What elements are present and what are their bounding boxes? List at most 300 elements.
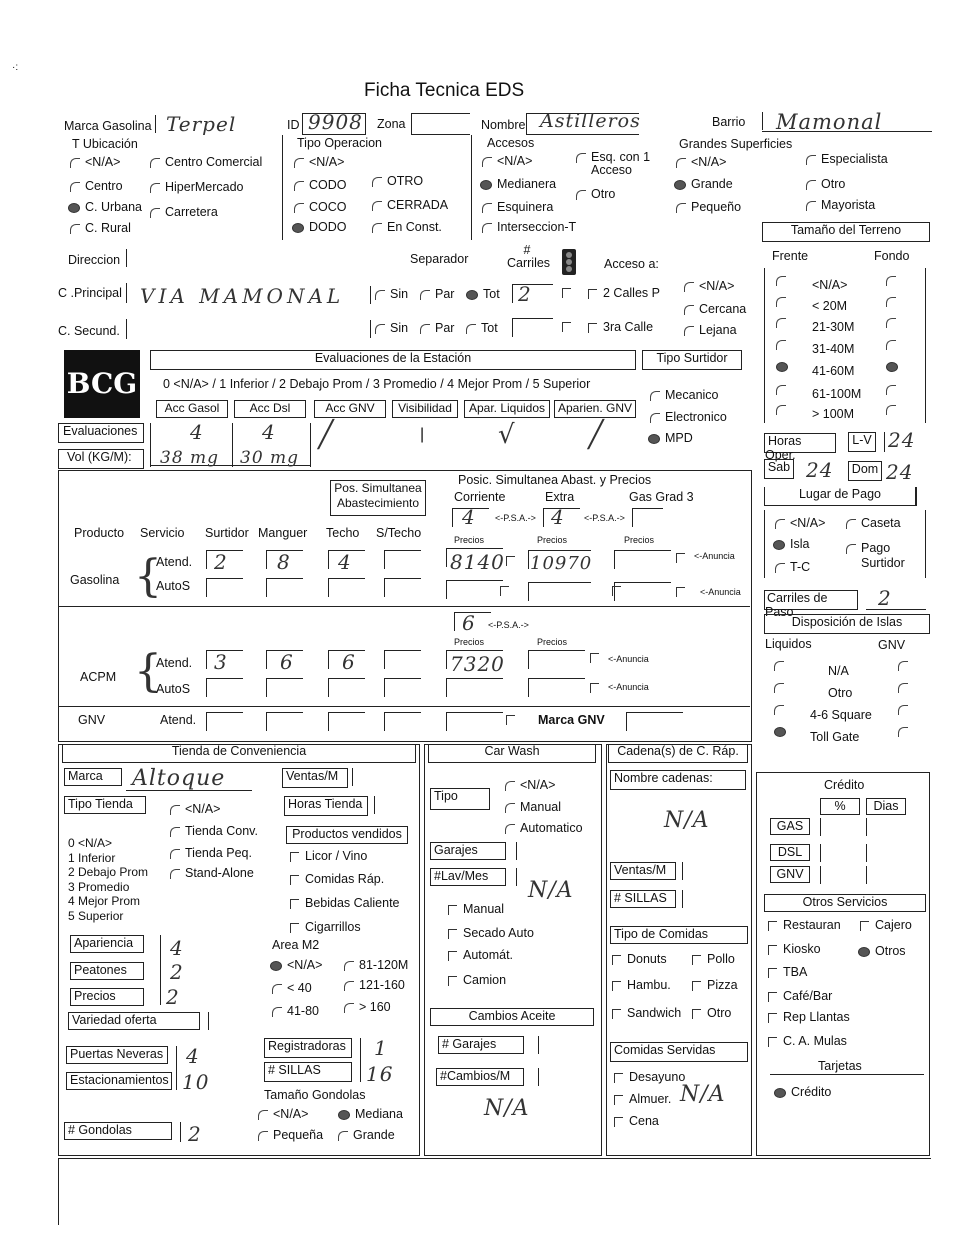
sep-par-1[interactable]: Par <box>420 287 454 301</box>
op-otro[interactable]: OTRO <box>372 174 423 188</box>
acpm-box-9[interactable] <box>446 650 503 669</box>
gas-box-2[interactable] <box>328 550 365 569</box>
gas-box-5[interactable] <box>266 578 303 597</box>
sep-sin-1[interactable]: Sin <box>375 287 408 301</box>
acc-esq-1acceso[interactable]: Esq. con 1 Acceso <box>576 151 651 177</box>
tienda-scale-4: 4 Mejor Prom <box>68 894 141 908</box>
cw-secado[interactable]: Secado Auto <box>448 926 534 940</box>
islas-gnv-radio-2[interactable] <box>898 702 913 716</box>
tienda-sillas-label: # SILLAS <box>264 1062 352 1082</box>
anuncia-check-0[interactable] <box>506 553 521 567</box>
area-81-120[interactable]: 81-120M <box>344 958 408 972</box>
comidas-servidas-label: Comidas Servidas <box>610 1042 748 1062</box>
bcg-logo: BCG <box>64 350 140 418</box>
terreno-option-1: < 20M <box>812 299 848 313</box>
islas-option-2: 4-6 Square <box>810 708 872 722</box>
traffic-light-icon <box>558 248 580 281</box>
precios-value[interactable]: 2 <box>166 985 180 1009</box>
acpm-label: ACPM <box>80 670 117 684</box>
tipo-comidas-label: Tipo de Comidas <box>610 926 748 944</box>
gs-pequeno[interactable]: Pequeño <box>676 200 741 214</box>
tipo-tienda-peq[interactable]: Tienda Peq. <box>170 846 252 860</box>
gnv-box-1[interactable] <box>266 712 303 731</box>
islas-option-1: Otro <box>828 686 853 700</box>
tienda-marca-label: Marca <box>64 768 122 786</box>
corriente-label: Corriente <box>454 490 506 504</box>
id-value: 9908 <box>308 110 363 134</box>
acc-a-cercana[interactable]: Cercana <box>684 302 746 316</box>
acc-2calles[interactable]: 2 Calles P <box>588 286 660 300</box>
credito-title: Crédito <box>824 778 865 792</box>
dom-label: Dom <box>848 461 882 481</box>
mark-visibilidad: | <box>420 426 425 443</box>
comida-hambu[interactable]: Hambu. <box>612 978 671 992</box>
carwash-tipo-label: Tipo <box>430 788 490 810</box>
horas-label: Horas Oper. <box>764 433 836 453</box>
registradoras-value[interactable]: 1 <box>374 1036 388 1060</box>
terreno-frente-radio-6[interactable] <box>776 402 791 416</box>
prod-header-3: Manguer <box>258 526 308 540</box>
psa-1: <-P.S.A.-> <box>495 513 536 523</box>
islas-liq-radio-0[interactable] <box>774 658 789 672</box>
islas-liquidos: Liquidos <box>765 637 812 651</box>
anuncia-check-2[interactable] <box>590 650 605 664</box>
tipo-tienda-na[interactable]: <N/A> <box>170 802 220 816</box>
gs-na[interactable]: <N/A> <box>676 155 726 169</box>
islas-gnv: GNV <box>878 638 906 652</box>
puertas-value[interactable]: 4 <box>186 1044 200 1068</box>
acpm-box-6[interactable] <box>328 678 365 697</box>
evaluaciones-scale: 0 <N/A> / 1 Inferior / 2 Debajo Prom / 3 Promedio / 4 Mejor Prom / 5 Superior <box>163 377 591 391</box>
tarjeta-credito[interactable]: Crédito <box>774 1085 831 1099</box>
surt-mecanico[interactable]: Mecanico <box>650 388 719 402</box>
anuncia-check-5[interactable] <box>676 584 691 598</box>
prod-header-5: S/Techo <box>376 526 422 540</box>
id-label: ID <box>287 118 300 132</box>
anuncia-check-1[interactable] <box>500 583 515 597</box>
op-na[interactable]: <N/A> <box>294 155 344 169</box>
puertas-label: Puertas Neveras <box>66 1046 168 1064</box>
check-secund-1[interactable] <box>562 319 577 333</box>
gas-box-9[interactable] <box>543 508 580 527</box>
terreno-fondo-radio-1[interactable] <box>886 294 901 308</box>
pos-sim-label: Pos. Simultanea Abastecimiento <box>330 480 426 516</box>
terreno-fondo-radio-2[interactable] <box>886 315 901 329</box>
terreno-option-2: 21-30M <box>812 320 855 334</box>
slash-acc-gnv: ╱ <box>318 420 334 450</box>
cw-tipo-manual[interactable]: Manual <box>505 800 561 814</box>
zona-field[interactable] <box>411 113 470 135</box>
anuncia-1: <-Anuncia <box>694 551 735 561</box>
anuncia-check-3[interactable] <box>590 680 605 694</box>
otros-kiosko[interactable]: Kiosko <box>768 942 821 956</box>
acc-a-lejana[interactable]: Lejana <box>684 323 737 337</box>
ubic-hipermercado[interactable]: HiperMercado <box>150 180 244 194</box>
evaluaciones-title: Evaluaciones de la Estación <box>150 350 636 370</box>
estac-label: Estacionamientos <box>66 1072 172 1090</box>
area-na[interactable]: <N/A> <box>270 958 322 972</box>
gas-surtidor[interactable]: 2 <box>214 550 228 574</box>
ubic-na[interactable]: <N/A> <box>70 155 120 169</box>
islas-gnv-radio-3[interactable] <box>898 724 913 738</box>
anuncia-acpm-2: <-Anuncia <box>608 682 649 692</box>
terreno-fondo-radio-3[interactable] <box>886 337 901 351</box>
lugar-pago-title: Lugar de Pago <box>764 487 917 506</box>
gas-box-0[interactable] <box>206 550 243 569</box>
anuncia-check-4[interactable] <box>676 550 691 564</box>
acc-3ra-calle[interactable]: 3ra Calle <box>588 320 653 334</box>
sep-sin-2[interactable]: Sin <box>375 321 408 335</box>
ubic-centro-comercial[interactable]: Centro Comercial <box>150 155 262 169</box>
sep-tot-2[interactable]: Tot <box>466 321 498 335</box>
surt-mpd[interactable]: MPD <box>648 431 693 445</box>
acpm-box-1[interactable] <box>266 650 303 669</box>
prod-bebidas[interactable]: Bebidas Caliente <box>290 896 400 910</box>
eval-col-5: Aparien. GNV <box>554 400 636 418</box>
gas-precio-extra[interactable]: 10970 <box>530 553 593 574</box>
tipo-operacion-label: Tipo Operacion <box>297 136 382 150</box>
islas-gnv-radio-0[interactable] <box>898 658 913 672</box>
otros-rep-llantas[interactable]: Rep Llantas <box>768 1010 850 1024</box>
gnv-atend: Atend. <box>160 713 197 727</box>
islas-title: Disposición de Islas <box>764 614 930 634</box>
gas-box-3[interactable] <box>384 550 421 569</box>
prod-licor[interactable]: Licor / Vino <box>290 849 367 863</box>
acpm-box-0[interactable] <box>206 650 243 669</box>
area-41-80[interactable]: 41-80 <box>272 1004 319 1018</box>
cw-tipo-na[interactable]: <N/A> <box>505 778 555 792</box>
tipo-surtidor-title: Tipo Surtidor <box>642 350 742 370</box>
acpm-box-12[interactable] <box>528 678 585 697</box>
cambios-aceite-title: Cambios Aceite <box>430 1008 594 1026</box>
credito-row-0: GAS <box>770 818 810 835</box>
terreno-frente: Frente <box>772 249 809 263</box>
cw-lavmes-label: #Lav/Mes <box>430 868 506 886</box>
pago-caseta[interactable]: Caseta <box>846 516 901 530</box>
pago-tc[interactable]: T-C <box>775 560 810 574</box>
accesos-label: Accesos <box>487 136 535 150</box>
peatones-label: Peatones <box>70 962 144 980</box>
area-121-160[interactable]: 121-160 <box>344 978 405 992</box>
acceso-a-label: Acceso a: <box>604 257 659 271</box>
cw-automat[interactable]: Automát. <box>448 948 513 962</box>
area-lt40[interactable]: < 40 <box>272 981 312 995</box>
lv-label: L-V <box>848 432 876 452</box>
gasolina-atend: Atend. <box>156 555 193 569</box>
eval-acc-dsl[interactable]: 4 <box>262 420 276 444</box>
acpm-box-8[interactable] <box>454 612 491 631</box>
gas-pos-corriente[interactable]: 4 <box>462 505 476 529</box>
eval-col-3: Visibilidad <box>392 400 458 418</box>
tienda-scale-3: 3 Promedio <box>68 879 130 894</box>
eval-col-2: Acc GNV <box>314 400 386 418</box>
tienda-scale-5: 5 Superior <box>68 908 124 923</box>
cadenas-sillas-label: # SILLAS <box>610 890 676 908</box>
carriles-label: # Carriles <box>507 243 551 270</box>
op-codo[interactable]: CODO <box>294 178 347 192</box>
acpm-manguer[interactable]: 6 <box>280 650 294 674</box>
serv-desayuno[interactable]: Desayuno <box>614 1070 685 1084</box>
gnv-box-3[interactable] <box>384 712 421 731</box>
terreno-title: Tamaño del Terreno <box>762 222 930 242</box>
sep-tot-1[interactable]: Tot <box>466 287 500 301</box>
acpm-box-7[interactable] <box>384 678 421 697</box>
pago-na[interactable]: <N/A> <box>775 516 825 530</box>
gondolas-label: Tamaño Gondolas <box>264 1088 366 1102</box>
eval-col-4: Apar. Liquidos <box>464 400 550 418</box>
islas-gnv-radio-1[interactable] <box>898 680 913 694</box>
terreno-option-5: 61-100M <box>812 387 862 401</box>
apariencia-value[interactable]: 4 <box>170 936 184 960</box>
gas-box-8[interactable] <box>452 508 489 527</box>
check-apar-liquidos: √ <box>498 420 515 450</box>
estac-value[interactable]: 10 <box>182 1070 210 1094</box>
gnv-label: GNV <box>78 713 106 727</box>
terreno-frente-radio-5[interactable] <box>776 382 791 396</box>
credito-row-1: DSL <box>770 844 810 861</box>
tienda-scale-2: 2 Debajo Prom <box>68 865 149 879</box>
ubic-c-urbana[interactable]: C. Urbana <box>68 200 142 214</box>
c-secund-label: C. Secund. <box>58 324 120 338</box>
gondola-na[interactable]: <N/A> <box>258 1107 308 1121</box>
gas-box-15[interactable] <box>528 582 591 601</box>
gas-box-14[interactable] <box>446 580 503 599</box>
ubic-centro[interactable]: Centro <box>70 179 123 193</box>
otros-cafe[interactable]: Café/Bar <box>768 989 832 1003</box>
credito-dias: Dias <box>866 798 906 815</box>
separador-label: Separador <box>410 252 469 266</box>
acc-esquinera[interactable]: Esquinera <box>482 200 553 214</box>
tienda-scale <box>68 836 148 923</box>
precios-1: Precios <box>454 535 485 545</box>
barrio-label: Barrio <box>712 115 746 129</box>
acpm-box-2[interactable] <box>328 650 365 669</box>
sab-value[interactable]: 24 <box>806 458 834 482</box>
otros-cajero[interactable]: Cajero <box>860 918 912 932</box>
gas-box-10[interactable] <box>632 508 663 527</box>
eval-acc-gasol[interactable]: 4 <box>190 420 204 444</box>
acpm-box-4[interactable] <box>206 678 243 697</box>
gondola-grande[interactable]: Grande <box>338 1128 395 1142</box>
dom-value[interactable]: 24 <box>886 460 914 484</box>
cw-na-mark: N/A <box>528 878 574 903</box>
otros-tba[interactable]: TBA <box>768 965 807 979</box>
gs-otro[interactable]: Otro <box>806 177 845 191</box>
terreno-fondo-radio-4[interactable] <box>886 359 903 373</box>
acpm-box-3[interactable] <box>384 650 421 669</box>
acpm-precio[interactable]: 7320 <box>450 652 505 676</box>
prod-cigarrillos[interactable]: Cigarrillos <box>290 920 361 934</box>
cambios-garajes-label: # Garajes <box>438 1036 524 1054</box>
notes-box[interactable] <box>58 1158 931 1225</box>
serv-almuer[interactable]: Almuer. <box>614 1092 671 1106</box>
acc-na[interactable]: <N/A> <box>482 154 532 168</box>
ngondolas-value[interactable]: 2 <box>188 1122 202 1146</box>
nombre-value: Astilleros <box>540 110 641 132</box>
ubic-carretera[interactable]: Carretera <box>150 205 218 219</box>
islas-option-3: Toll Gate <box>810 730 860 744</box>
terreno-frente-radio-0[interactable] <box>776 273 791 287</box>
gondola-pequena[interactable]: Pequeña <box>258 1128 323 1142</box>
gasolina-label: Gasolina <box>70 573 120 587</box>
op-cerrada[interactable]: CERRADA <box>372 198 448 212</box>
terreno-frente-radio-2[interactable] <box>776 315 791 329</box>
sep-par-2[interactable]: Par <box>420 321 454 335</box>
gnv-box-5[interactable] <box>626 712 683 731</box>
eval-col-1: Acc Dsl <box>234 400 306 418</box>
cambios-na-mark: N/A <box>484 1096 530 1121</box>
gas-pos-extra[interactable]: 4 <box>551 505 565 529</box>
terreno-fondo-radio-6[interactable] <box>886 402 901 416</box>
gas-box-1[interactable] <box>266 550 303 569</box>
gasolina-autos: AutoS <box>156 579 191 593</box>
pago-surtidor[interactable]: Pago Surtidor <box>846 541 907 571</box>
grandes-sup-label: Grandes Superficies <box>679 137 793 151</box>
extra-label: Extra <box>545 490 575 504</box>
servidas-na-mark: N/A <box>680 1082 726 1107</box>
gs-especialista[interactable]: Especialista <box>806 152 888 166</box>
precios-acpm-1: Precios <box>454 637 485 647</box>
cadenas-na-mark: N/A <box>664 808 710 833</box>
islas-option-0: N/A <box>828 664 849 678</box>
comida-sandwich[interactable]: Sandwich <box>612 1006 681 1020</box>
vol-dsl[interactable]: 30 mg <box>240 448 300 468</box>
nombre-label: Nombre <box>481 118 526 132</box>
terreno-fondo-radio-0[interactable] <box>886 273 901 287</box>
ubic-c-rural[interactable]: C. Rural <box>70 221 131 235</box>
horas-tienda-label: Horas Tienda <box>284 796 368 816</box>
acpm-surtidor[interactable]: 3 <box>214 650 228 674</box>
ubicacion-label: T Ubicación <box>72 137 138 151</box>
tienda-ventas-label: Ventas/M <box>282 768 348 788</box>
peatones-value[interactable]: 2 <box>170 960 184 984</box>
comida-donuts[interactable]: Donuts <box>612 952 667 966</box>
tipo-tienda-conv[interactable]: Tienda Conv. <box>170 824 258 838</box>
ngondolas-label: # Gondolas <box>64 1122 172 1140</box>
acpm-box-10[interactable] <box>528 650 585 669</box>
evaluaciones-row-label: Evaluaciones <box>58 423 144 443</box>
tipo-tienda-stand[interactable]: Stand-Alone <box>170 866 254 880</box>
acc-a-na[interactable]: <N/A> <box>684 279 734 293</box>
carwash-title: Car Wash <box>428 744 596 763</box>
acc-interseccion[interactable]: Interseccion-T <box>482 220 576 234</box>
acpm-box-5[interactable] <box>266 678 303 697</box>
marca-label: Marca Gasolina <box>64 119 152 133</box>
gondola-mediana[interactable]: Mediana <box>338 1107 403 1121</box>
prod-comidas[interactable]: Comidas Ráp. <box>290 872 384 886</box>
islas-liq-radio-1[interactable] <box>774 680 789 694</box>
barrio-value[interactable]: Mamonal <box>776 110 883 134</box>
gas-box-4[interactable] <box>206 578 243 597</box>
tienda-marca-value[interactable]: Altoque <box>132 766 226 791</box>
terreno-frente-radio-3[interactable] <box>776 337 791 351</box>
gnv-box-0[interactable] <box>206 712 243 731</box>
terreno-frente-radio-1[interactable] <box>776 294 791 308</box>
islas-liq-radio-3[interactable] <box>774 724 791 738</box>
gas-techo[interactable]: 4 <box>338 550 352 574</box>
acpm-box-11[interactable] <box>446 678 503 697</box>
precios-label: Precios <box>70 988 144 1006</box>
gas-box-7[interactable] <box>384 578 421 597</box>
tienda-title: Tienda de Conveniencia <box>62 744 416 763</box>
otros-restauran[interactable]: Restauran <box>768 918 841 932</box>
gas-manguer[interactable]: 8 <box>277 550 291 574</box>
cw-manual[interactable]: Manual <box>448 902 504 916</box>
precios-3: Precios <box>624 535 655 545</box>
marca-value[interactable]: Terpel <box>166 112 237 136</box>
zona-label: Zona <box>377 117 406 131</box>
acpm-atend: Atend. <box>156 656 193 670</box>
comida-pizza[interactable]: Pizza <box>692 978 738 992</box>
otros-ca-mulas[interactable]: C. A. Mulas <box>768 1034 847 1048</box>
tarjetas-title <box>770 1074 924 1075</box>
sab-label: Sab <box>764 459 794 479</box>
gnv-check[interactable] <box>506 712 521 726</box>
gas-box-13[interactable] <box>614 550 671 569</box>
terreno-option-4: 41-60M <box>812 364 855 378</box>
nombre-cadenas-label: Nombre cadenas: <box>610 770 746 790</box>
c-principal-value[interactable]: VIA MAMONAL <box>140 284 345 308</box>
cw-camion[interactable]: Camion <box>448 973 506 987</box>
slash-aparien-gnv: ╱ <box>588 420 604 450</box>
prod-header-2: Surtidor <box>205 526 249 540</box>
vol-gasol[interactable]: 38 mg <box>160 448 220 468</box>
acc-medianera[interactable]: Medianera <box>480 177 556 191</box>
gas-box-12[interactable] <box>528 550 591 569</box>
carriles-paso-value[interactable]: 2 <box>878 586 892 610</box>
acpm-pos[interactable]: 6 <box>462 611 476 635</box>
serv-cena[interactable]: Cena <box>614 1114 659 1128</box>
gas-box-11[interactable] <box>446 548 503 567</box>
margin-mark: ·: <box>12 62 19 73</box>
op-coco[interactable]: COCO <box>294 200 347 214</box>
islas-liq-radio-2[interactable] <box>774 702 789 716</box>
comida-pollo[interactable]: Pollo <box>692 952 735 966</box>
otros-title: Otros Servicios <box>764 894 926 912</box>
otros-otros[interactable]: Otros <box>858 944 906 958</box>
gas-box-6[interactable] <box>328 578 365 597</box>
gs-mayorista[interactable]: Mayorista <box>806 198 875 212</box>
anuncia-check-6[interactable] <box>612 583 627 597</box>
pago-isla[interactable]: Isla <box>773 537 809 551</box>
acpm-techo[interactable]: 6 <box>342 650 356 674</box>
check-principal-1[interactable] <box>562 285 577 299</box>
op-en-const[interactable]: En Const. <box>372 220 442 234</box>
prod-header-0: Producto <box>74 526 125 540</box>
terreno-fondo-radio-5[interactable] <box>886 382 901 396</box>
carriles-secund[interactable] <box>512 318 553 337</box>
psa-2: <-P.S.A.-> <box>584 513 625 523</box>
credito-row-2: GNV <box>770 866 810 883</box>
gas-precio-corriente[interactable]: 8140 <box>450 550 505 574</box>
lv-value[interactable]: 24 <box>888 428 916 452</box>
cw-tipo-automatico[interactable]: Automatico <box>505 821 583 835</box>
apariencia-label: Apariencia <box>70 935 144 953</box>
comida-otro[interactable]: Otro <box>692 1006 731 1020</box>
carriles-principal-value: 2 <box>518 282 532 306</box>
prod-header-1: Servicio <box>140 526 185 540</box>
op-dodo[interactable]: DODO <box>292 220 347 234</box>
tienda-sillas-value[interactable]: 16 <box>366 1062 394 1086</box>
gnv-box-2[interactable] <box>328 712 365 731</box>
gasgrad-label: Gas Grad 3 <box>629 490 694 504</box>
surt-electronico[interactable]: Electronico <box>650 410 727 424</box>
gnv-box-4[interactable] <box>446 712 503 731</box>
terreno-frente-radio-4[interactable] <box>776 359 793 373</box>
acc-otro[interactable]: Otro <box>576 187 615 201</box>
area-gt160[interactable]: > 160 <box>344 1000 391 1014</box>
gs-grande[interactable]: Grande <box>674 177 733 191</box>
